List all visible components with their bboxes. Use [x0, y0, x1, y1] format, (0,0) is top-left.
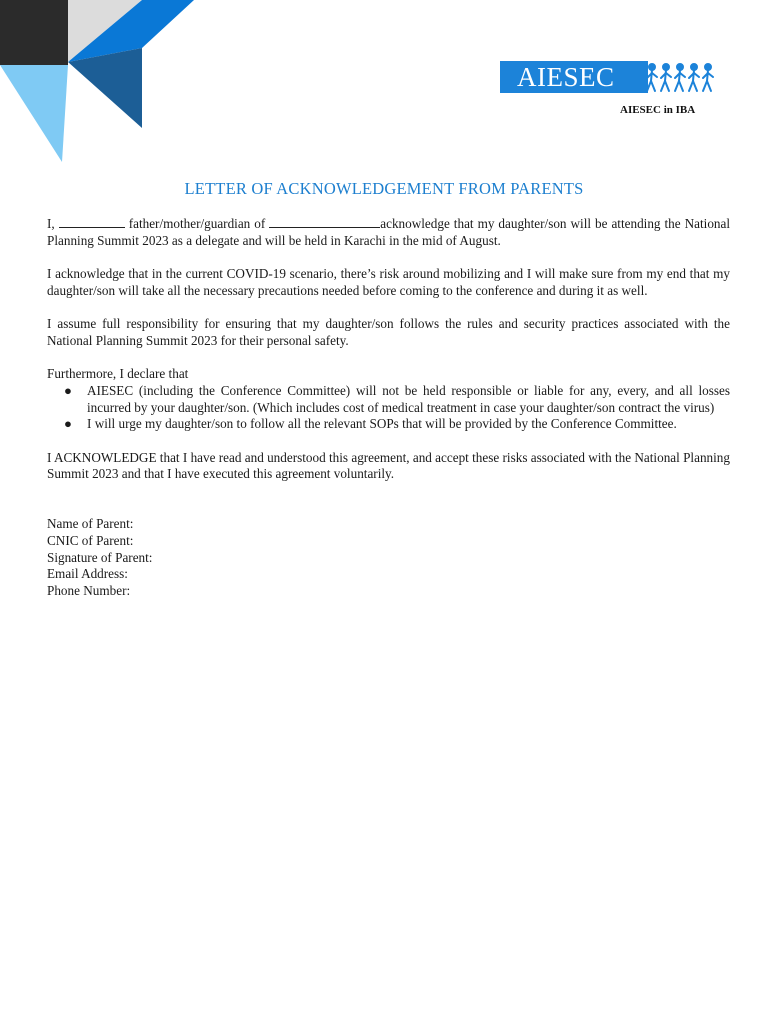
org-name: AIESEC in IBA	[620, 104, 696, 116]
paragraph-mid-text: father/mother/guardian of	[128, 216, 266, 231]
declaration-list	[47, 383, 730, 433]
child-name-blank	[269, 216, 380, 228]
paragraph-responsibility: I assume full responsibility for ensuring that my daughter/son follows the rules and security practices associated with the National Planning Summit 2023 for their personal safety.	[47, 316, 730, 348]
list-item	[47, 416, 730, 433]
corner-decoration	[0, 0, 200, 165]
light-blue-triangle-shape	[0, 65, 68, 162]
paragraph-end-text: acknowledge that my daughter/son will be attending the National Planning Summit 2023 as a delegate and will be held in Karachi in the mid of August.	[47, 216, 731, 248]
field-parent-signature: Signature of Parent:	[47, 549, 153, 565]
list-item	[47, 383, 730, 416]
parent-details	[47, 516, 730, 600]
list-item-text: I will urge my daughter/son to follow all the relevant SOPs that will be provided by the Conference Committee.	[87, 416, 677, 432]
page-title: LETTER OF ACKNOWLEDGEMENT FROM PARENTS	[184, 179, 584, 198]
paragraph-acknowledgement	[47, 216, 730, 249]
navy-triangle-shape	[68, 48, 142, 128]
paragraph-declare-lead: Furthermore, I declare that	[47, 366, 189, 382]
paragraph-agreement: I ACKNOWLEDGE that I have read and understood this agreement, and accept these risks associated with the National Planning Summit 2023 and that I have executed this agreement voluntarily.	[47, 449, 730, 482]
field-parent-cnic: CNIC of Parent:	[47, 532, 134, 548]
field-phone-number: Phone Number:	[47, 583, 131, 598]
field-parent-name: Name of Parent:	[47, 516, 134, 532]
dark-square-shape	[0, 0, 68, 65]
aiesec-logo	[500, 61, 718, 93]
bullet-icon: ●	[64, 382, 72, 398]
paragraph-covid: I acknowledge that in the current COVID-19 scenario, there’s risk around mobilizing and I will make sure from my end that my daughter/son will take all the necessary precautions needed before coming to the conference and during it as well.	[47, 266, 730, 298]
letter-body	[47, 216, 730, 600]
walking-people-icon	[646, 61, 718, 93]
bullet-icon: ●	[64, 416, 72, 432]
logo-wordmark: AIESEC	[500, 61, 648, 93]
field-email-address: Email Address:	[47, 566, 128, 582]
list-item-text: AIESEC (including the Conference Committee) will not be held responsible or liable for any, every, and all losses incurred by your daughter/son. (Which includes cost of medical treatment in case your daughter/son contract the virus)	[87, 382, 730, 415]
parent-name-blank	[59, 216, 125, 228]
paragraph-start-text: I,	[47, 216, 55, 231]
